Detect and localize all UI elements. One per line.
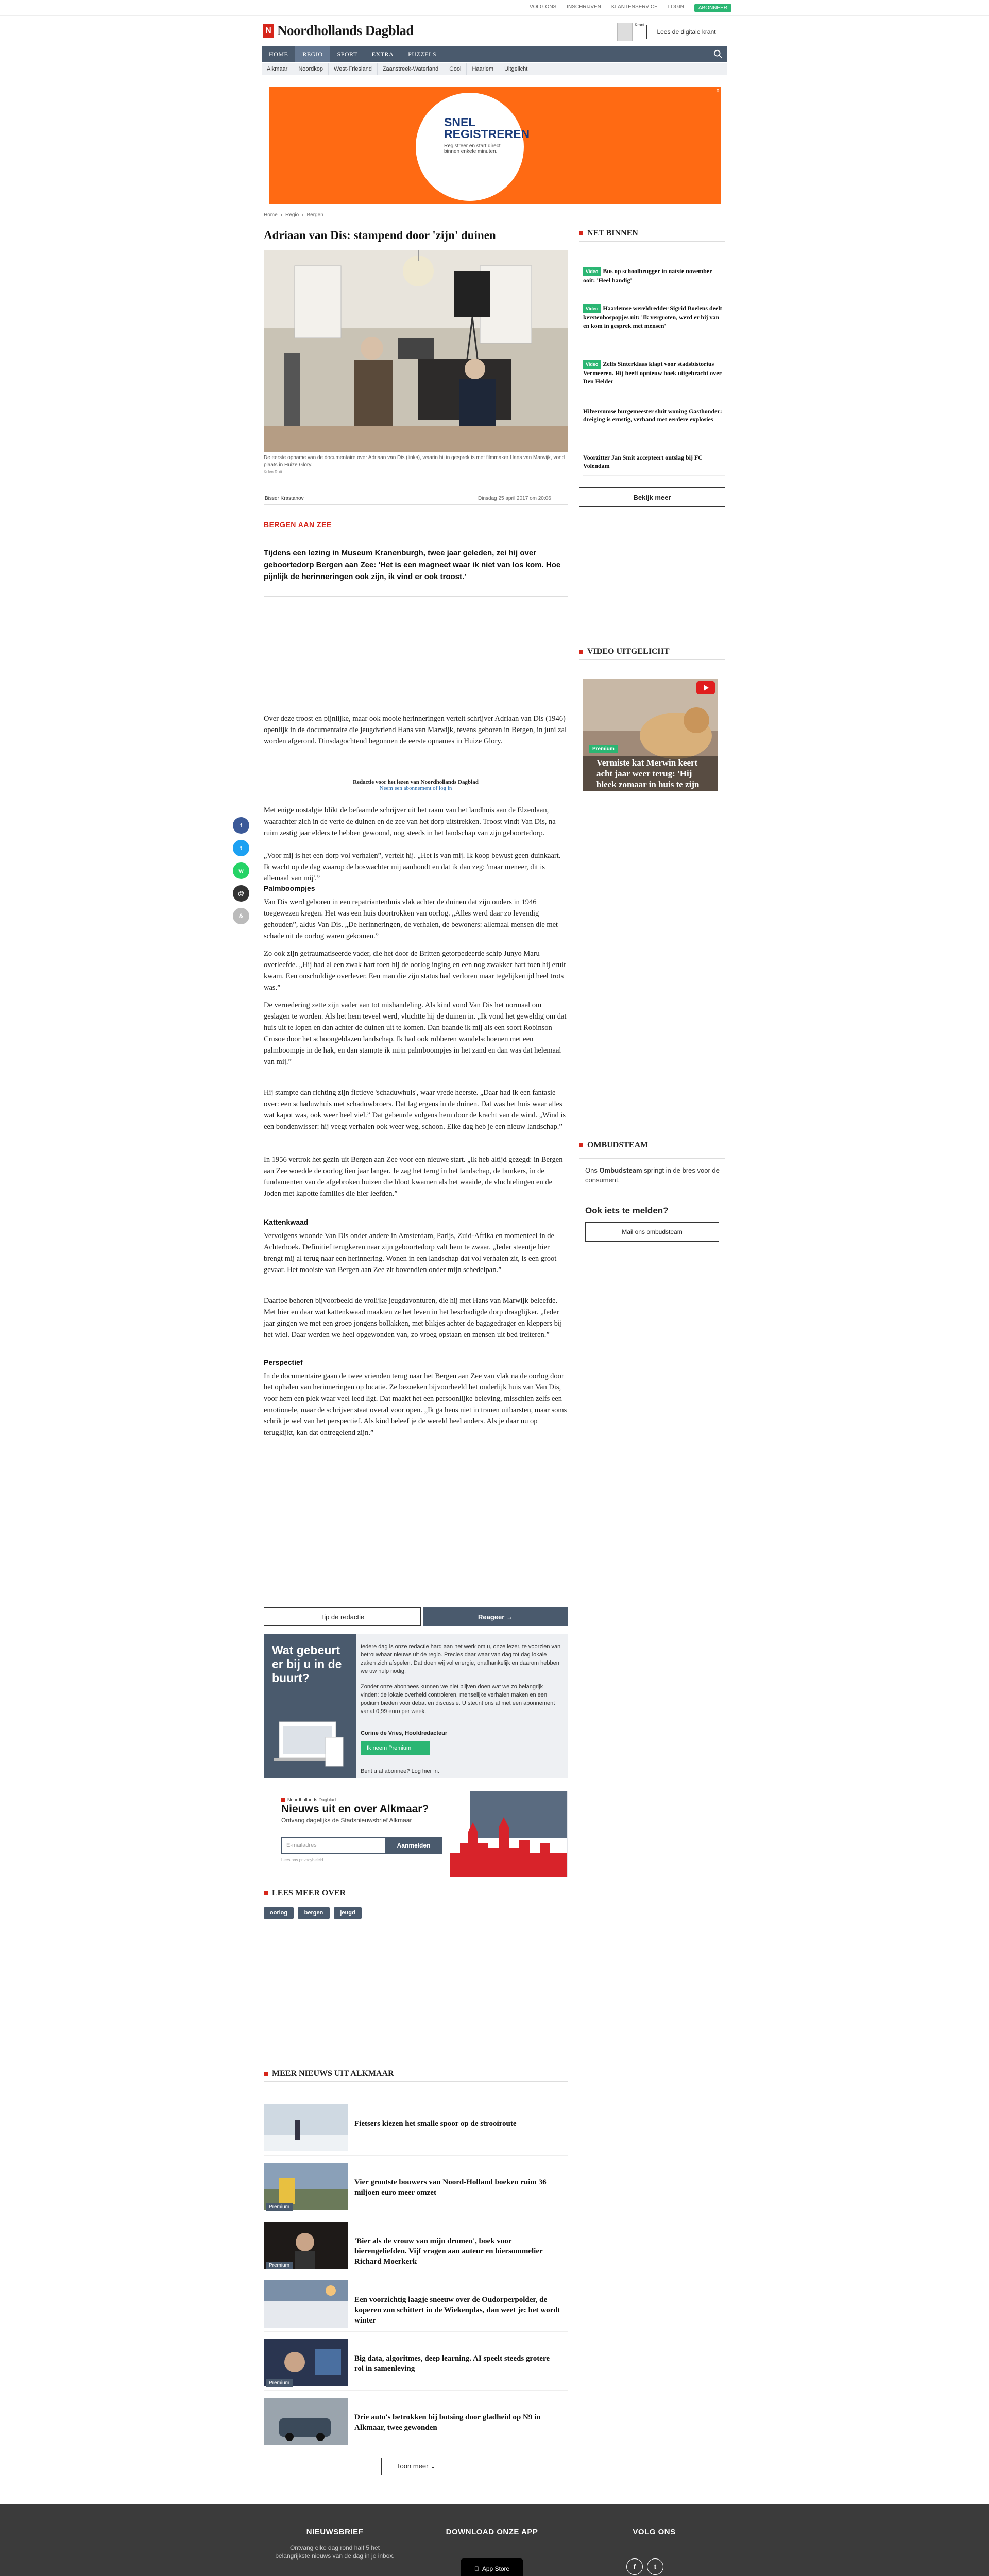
play-icon[interactable] <box>696 681 715 694</box>
ad-close-icon[interactable]: x <box>717 88 719 93</box>
news-item[interactable] <box>264 2104 568 2156</box>
breadcrumb: Home › Regio › Bergen <box>264 212 323 218</box>
ombudsteam-text-post: springt in de bres voor de consument. <box>585 1166 720 1184</box>
main-nav <box>262 46 727 62</box>
footer-app <box>430 2528 554 2544</box>
video-uitgelicht-heading <box>579 647 670 656</box>
tip-redactie-button[interactable]: Tip de redactie <box>264 1607 421 1626</box>
net-binnen-item[interactable] <box>583 360 725 391</box>
ombudsteam-title: OMBUDSTEAM <box>587 1141 649 1149</box>
section-marker <box>579 650 583 654</box>
article-paragraph: Daartoe behoren bijvoorbeeld de vrolijke jeugdavonturen, die hij met Hans van Marwijk beleefde. Met hier en daar wat kattenkwaad maakten ze het leven in het beschadigde dorp draaglijker. „Ieder jaar gingen we met een groep jongens bollakken, met blikjes achter de bagagedrager en kleppers bij het wiel. Daar werden we heel opgewonden van, zo vroeg opstaan en mensen uit bed treiteren.” <box>264 1297 562 1339</box>
footer-newsletter-title: NIEUWSBRIEF <box>306 2528 364 2536</box>
net-binnen-title: NET BINNEN <box>587 229 638 238</box>
tag-oorlog[interactable]: oorlog <box>264 1907 294 1919</box>
subnav-alkmaar[interactable]: Alkmaar <box>262 63 293 75</box>
toon-meer-button[interactable]: Toon meer ⌄ <box>381 2458 451 2475</box>
article-location: BERGEN AAN ZEE <box>264 520 332 529</box>
login-link[interactable]: LOGIN <box>668 4 684 10</box>
top-bar <box>0 0 989 15</box>
lees-meer-heading <box>264 1889 346 1898</box>
newsletter-subscribe-button[interactable]: Aanmelden <box>385 1837 442 1854</box>
news-title[interactable]: Drie auto's betrokken bij botsing door gladheid op N9 in Alkmaar, twee gewonden <box>354 2413 541 2432</box>
net-binnen-item[interactable] <box>583 267 725 290</box>
ombudsteam-question: Ook iets te melden? <box>585 1206 669 1215</box>
abonneer-button[interactable]: ABONNEER <box>694 4 731 12</box>
inschrijven-link[interactable]: INSCHRIJVEN <box>567 4 601 10</box>
net-binnen-item[interactable] <box>583 304 725 335</box>
article-hero-image[interactable] <box>264 250 568 452</box>
subnav-noordkop[interactable]: Noordkop <box>293 63 329 75</box>
news-item[interactable] <box>264 2163 568 2214</box>
nav-regio[interactable]: REGIO <box>295 46 330 62</box>
divider <box>579 659 725 660</box>
nav-extra[interactable]: EXTRA <box>371 50 394 58</box>
net-binnen-heading <box>579 229 638 238</box>
app-store-label: App Store <box>480 2565 507 2572</box>
klantenservice-link[interactable]: KLANTENSERVICE <box>611 4 658 10</box>
ombudsteam-text-bold: Ombudsteam <box>599 1166 642 1174</box>
news-item[interactable] <box>264 2398 568 2449</box>
premium-question: Wat gebeurt er bij u in de buurt? <box>272 1643 342 1685</box>
editorial-note <box>264 779 568 791</box>
advertisement-banner[interactable] <box>269 87 721 204</box>
article-paragraph: De vernedering zette zijn vader aan tot mishandeling. Als kind vond Van Dis het normaal om geslagen te worden. Als het hem teveel werd, vluchtte hij de duinen in. „Ik vond het geweldig om dat huis uit te lopen en dan achter de duinen uit te komen. Dan baande ik mij als een soort Robinson Crusoe door het schoongeblazen landschap. Ik had ook rubberen wandelschoenen met een palmboompje in de hak, en dan stampte ik mijn palmboompjes in het zand en dan was dat helemaal van mij.” <box>264 1001 567 1066</box>
ad-title: SNEL REGISTREREN <box>444 115 530 141</box>
devices-icon <box>274 1717 346 1768</box>
article-paragraph: Over deze troost en pijnlijke, maar ook mooie herinneringen vertelt schrijver Adriaan van Dis (1946) openlijk in de documentaire die jeugdvriend Hans van Marwijk, tevens geboren in Bergen, in juni zal worden afgerond. Dinsdagochtend begonnen de eerste opnames in Huize Glory. <box>264 715 567 745</box>
meer-nieuws-heading <box>264 2069 394 2078</box>
article-paragraph: Zo ook zijn getraumatiseerde vader, die het door de Britten getorpedeerde schip Junyo Maru overleefde. „Hij had al een zwak hart toen hij de oorlog inging en een nog zwakker hart toen hij eruit kwam. Een onschuldige overlever. Een man die zijn status had verloren maar tegelijkertijd heel trots was.” <box>264 950 566 992</box>
premium-text <box>361 1642 561 1716</box>
meer-nieuws-title: MEER NIEUWS UIT ALKMAAR <box>272 2069 394 2078</box>
mail-ombudsteam-button[interactable]: Mail ons ombudsteam <box>585 1222 719 1242</box>
footer-newsletter <box>273 2528 397 2560</box>
section-marker <box>264 1891 268 1895</box>
photo-credit: © Ivo Rutt <box>264 470 282 474</box>
net-binnen-title-text[interactable]: Bus op schoolbrugger in natste november ooit: 'Heel handig' <box>583 267 712 284</box>
divider <box>579 241 725 242</box>
net-binnen-item[interactable] <box>583 407 725 429</box>
subheading: Kattenkwaad <box>264 1218 309 1226</box>
volg-ons-link[interactable]: VOLG ONS <box>529 4 557 10</box>
subheading: Perspectief <box>264 1358 303 1366</box>
premium-badge: Premium <box>266 2379 293 2387</box>
footer-newsletter-text: Ontvang elke dag rond half 5 het belangrijkste nieuws van de dag in je inbox. <box>275 2544 395 2560</box>
subnav-zaanstreek[interactable]: Zaanstreek-Waterland <box>378 63 444 75</box>
article-title: Adriaan van Dis: stampend door 'zijn' duinen <box>264 229 496 242</box>
author-name[interactable]: Bisser Krastanov <box>265 496 304 501</box>
ombudsteam-text-pre: Ons <box>585 1166 600 1174</box>
facebook-icon[interactable]: f <box>626 2558 643 2575</box>
news-item[interactable] <box>264 2222 568 2273</box>
subnav-uitgelicht[interactable]: Uitgelicht <box>499 63 533 75</box>
footer-social <box>592 2528 716 2544</box>
newsletter-logo-mark <box>281 1798 285 1802</box>
sub-nav <box>262 63 727 75</box>
app-store-button[interactable] <box>461 2558 523 2576</box>
share-facebook-icon[interactable]: f <box>233 817 249 834</box>
tag-bergen[interactable]: bergen <box>298 1907 330 1919</box>
twitter-icon[interactable]: t <box>647 2558 663 2575</box>
news-title[interactable]: Fietsers kiezen het smalle spoor op de strooiroute <box>354 2120 517 2128</box>
header <box>0 15 989 46</box>
article-paragraph: Met enige nostalgie blikt de befaamde schrijver uit het raam van het landhuis aan de Elzenlaan, waarachter zich in de verte de duinen en de zee van het dorp uitstrekken. Troost vindt Van Dis, na ruim zestig jaar elders te hebben gewoond, nog steeds in het landschap van zijn geboortedorp. <box>264 806 556 837</box>
ombudsteam-heading <box>579 1141 648 1150</box>
breadcrumb-home[interactable]: Home <box>264 212 278 218</box>
alkmaar-skyline-illustration <box>450 1791 567 1877</box>
video-pill: Video <box>583 304 601 313</box>
net-binnen-title-text[interactable]: Zelfs Sinterklaas klapt voor stadsbistorius Vermeeren. Hij heeft opnieuw boek uitgebracht over Den Helder <box>583 360 722 385</box>
newsletter-logo <box>281 1797 336 1802</box>
footer-app-title: DOWNLOAD ONZE APP <box>446 2528 538 2536</box>
news-title[interactable]: 'Bier als de vrouw van mijn dromen', boek voor bierengeliefden. Vijf vragen aan auteur en biersommelier Richard Moerkerk <box>354 2237 543 2266</box>
paper-label: Krant <box>635 23 645 27</box>
premium-badge: Premium <box>266 2262 293 2269</box>
net-binnen-title-text[interactable]: Hilversumse burgemeester sluit woning Gasthonder: dreiging is ernstig, verband met eerdere explosies <box>583 408 722 423</box>
share-email-icon[interactable]: @ <box>233 885 249 902</box>
divider <box>264 2081 568 2082</box>
subnav-gooi[interactable]: Gooi <box>444 63 467 75</box>
editorial-note-title: Redactie voor het lezen van Noordhollands Dagblad <box>353 779 479 785</box>
net-binnen-title-text[interactable]: Haarlemse wereldredder Sigrid Boelens deelt kerstenbospopjes uit: 'Ik vergroten, werd er bij van en kom in gesprek met mensen' <box>583 304 722 329</box>
article-paragraph: „Voor mij is het een dorp vol verhalen”, vertelt hij. „Het is van mij. Ik koop bewust geen duinkaart. Ik wacht op de dag waarop de boswachter mij aanhoudt en dat ik dan zeg: 'maar meneer, dit is allemaal van mij'.” <box>264 852 561 883</box>
premium-text-2: Zonder onze abonnees kunnen we niet blijven doen wat we zo belangrijk vinden: de lokale overheid controleren, menselijke verhalen maken en een podium bieden voor debat en discussie. U steunt ons al met een abonnement vanaf 0,99 euro per week. <box>361 1684 555 1715</box>
ombudsteam-text <box>585 1165 721 1185</box>
lees-meer-title: LEES MEER OVER <box>272 1889 346 1897</box>
article-paragraph: In de documentaire gaan de twee vrienden terug naar het Bergen aan Zee van vlak na de oorlog door het ophalen van herinneringen op locatie. Ze bezoeken bijvoorbeeld het onderlijk huis van Van Dis, voor hem een plek waar veel leed ligt. Dat maakt het een persoonlijke beleving, misschien zelfs een emotionele, maar de schrijver staat overal voor open. „Ik ga heus niet in tranen uitbarsten, maar soms schrik je wel van het perspectief. Als kind beleef je de wereld heel anders. Als je daar nu op terugkijkt, kan dat ontregelend zijn.” <box>264 1372 567 1437</box>
video-pill: Video <box>583 267 601 276</box>
news-item[interactable] <box>264 2339 568 2391</box>
share-twitter-icon[interactable]: t <box>233 840 249 856</box>
site-logo[interactable] <box>263 23 414 39</box>
section-marker <box>579 231 583 235</box>
article-intro: Tijdens een lezing in Museum Kranenburgh, twee jaar geleden, zei hij over geboortedorp Bergen aan Zee: 'Het is een magneet waar ik niet van los kom. Hoe pijnlijk de herinneringen ook zijn, ik vind er ook troost.' <box>264 549 561 581</box>
news-thumbnail <box>264 2398 348 2445</box>
share-link-icon[interactable]: & <box>233 908 249 924</box>
nav-puzzels[interactable]: PUZZELS <box>408 50 436 58</box>
logo-mark: N <box>263 24 274 38</box>
newsletter-subtitle: Ontvang dagelijks de Stadsnieuwsbrief Alkmaar <box>281 1817 412 1824</box>
newsletter-email-input[interactable]: E-mailadres <box>281 1837 385 1854</box>
apple-icon <box>474 2565 479 2572</box>
article-paragraph: Hij stampte dan richting zijn fictieve 'schaduwhuis', waar vrede heerste. „Daar had ik een fantasie over: een schaduwhuis met schaduwbroers. Dat lag ergens in de duinen. Dat was het huis waar alles wat kapot was, ook weer heel viel.” Dat gebeurde volgens hem door de kracht van de wind. „Wind is een bondenwisser: hij veegt verhalen ook weer weg, schoon. Elke dag heb je een nieuw landschap.” <box>264 1089 566 1131</box>
article-paragraph: Vervolgens woonde Van Dis onder andere in Amsterdam, Parijs, Zuid-Afrika en momenteel in de Achterhoek. Definitief terugkeren naar zijn geboortedorp valt hem te zwaar. „Ieder steentje hier brengt mij al terug naar een herinnering. Wonen in een landschap dat vol verhalen zit, is een groot gevaar. Het mooiste van Bergen aan Zee zit bovendien onder mijn schedelpan.” <box>264 1232 557 1274</box>
nav-home[interactable]: HOME <box>269 50 288 58</box>
premium-signature: Corine de Vries, Hoofdredacteur <box>361 1730 448 1736</box>
publish-date: Dinsdag 25 april 2017 om 20:06 <box>478 496 551 501</box>
news-thumbnail <box>264 2280 348 2328</box>
premium-badge: Premium <box>589 745 618 753</box>
news-title[interactable]: Een voorzichtig laagje sneeuw over de Oudorperpolder, de koperen zon schittert in de Wiekenplas, dan weet je: het wordt winter <box>354 2296 560 2325</box>
ad-body: Registreer en start direct binnen enkele minuten. <box>444 143 501 155</box>
nav-sport[interactable]: SPORT <box>337 50 357 58</box>
net-binnen-item[interactable] <box>583 453 725 476</box>
read-digital-paper-button[interactable]: Lees de digitale krant <box>646 25 726 39</box>
video-uitgelicht-title: VIDEO UITGELICHT <box>587 647 670 656</box>
article-paragraph: In 1956 vertrok het gezin uit Bergen aan Zee voor een nieuwe start. „Ik heb altijd gezegd: in Bergen aan Zee woedde de oorlog tien jaar langer. Je zag het terug in het landschap, de bunkers, in de fundamenten van de afgebroken huizen die bloot kwamen als het waaide, de vluchtelingen en de Joden met kapotte families die hier leefden.” <box>264 1156 563 1198</box>
premium-login-link[interactable]: Bent u al abonnee? Log hier in. <box>361 1768 439 1774</box>
section-marker <box>264 2072 268 2076</box>
bekijk-meer-button[interactable]: Bekijk meer <box>579 487 725 507</box>
newsletter-logo-text: Noordhollands Dagblad <box>287 1797 336 1802</box>
featured-video-title[interactable]: Vermiste kat Merwin keert acht jaar weer terug: 'Hij bleek zomaar in huis te zijn genomen door een nu... <box>596 758 700 800</box>
breadcrumb-bergen[interactable]: Bergen <box>306 212 323 218</box>
newspaper-thumbnail[interactable] <box>617 23 633 41</box>
subnav-west-friesland[interactable]: West-Friesland <box>329 63 378 75</box>
newsletter-privacy-link[interactable]: Lees ons privacybeleid <box>281 1858 323 1862</box>
search-icon[interactable] <box>713 49 723 59</box>
footer-social-title: VOLG ONS <box>633 2528 676 2536</box>
news-title[interactable]: Vier grootste bouwers van Noord-Holland boeken ruim 36 miljoen euro meer omzet <box>354 2178 547 2197</box>
reageer-button[interactable]: Reageer → <box>423 1607 568 1626</box>
premium-button[interactable]: Ik neem Premium <box>361 1741 430 1755</box>
news-title[interactable]: Big data, algoritmes, deep learning. AI speelt steeds grotere rol in samenleving <box>354 2354 550 2373</box>
breadcrumb-regio[interactable]: Regio <box>285 212 299 218</box>
article-paragraph: Van Dis werd geboren in een repatriantenhuis vlak achter de duinen dat zijn ouders in 1946 toegewezen kregen. Het was een huis doortrokken van oorlog. „Alles werd daar zo levendig gehouden”, aldus Van Dis. „De herinneringen, de verhalen, de bewoners: allemaal mensen die met schade uit de oorlog waren gekomen.” <box>264 898 558 940</box>
subnav-haarlem[interactable]: Haarlem <box>467 63 499 75</box>
logo-text: Noordhollands Dagblad <box>277 23 414 38</box>
subheading: Palmboompjes <box>264 884 315 892</box>
video-pill: Video <box>583 360 601 369</box>
news-item[interactable] <box>264 2280 568 2332</box>
premium-text-1: Iedere dag is onze redactie hard aan het werk om u, onze lezer, te voorzien van betrouwbaar nieuws uit de regio. Precies daar waar van dag tot dag lokale zaken zich afspelen. Dat doen wij vol energie, onafhankelijk en daarom hebben we uw hulp nodig. <box>361 1643 561 1674</box>
image-caption: De eerste opname van de documentaire over Adriaan van Dis (links), waarin hij in gesprek is met filmmaker Hans van Marwijk, vond plaats in Huize Glory. <box>264 455 565 468</box>
tag-jeugd[interactable]: jeugd <box>334 1907 362 1919</box>
section-marker <box>579 1143 583 1147</box>
share-whatsapp-icon[interactable]: w <box>233 862 249 879</box>
news-thumbnail <box>264 2104 348 2151</box>
newsletter-title: Nieuws uit en over Alkmaar? <box>281 1803 429 1815</box>
subscribe-link[interactable]: Neem een abonnement of log in <box>379 785 452 791</box>
premium-badge: Premium <box>266 2203 293 2211</box>
net-binnen-title-text[interactable]: Voorzitter Jan Smit accepteert ontslag bij FC Volendam <box>583 454 703 469</box>
